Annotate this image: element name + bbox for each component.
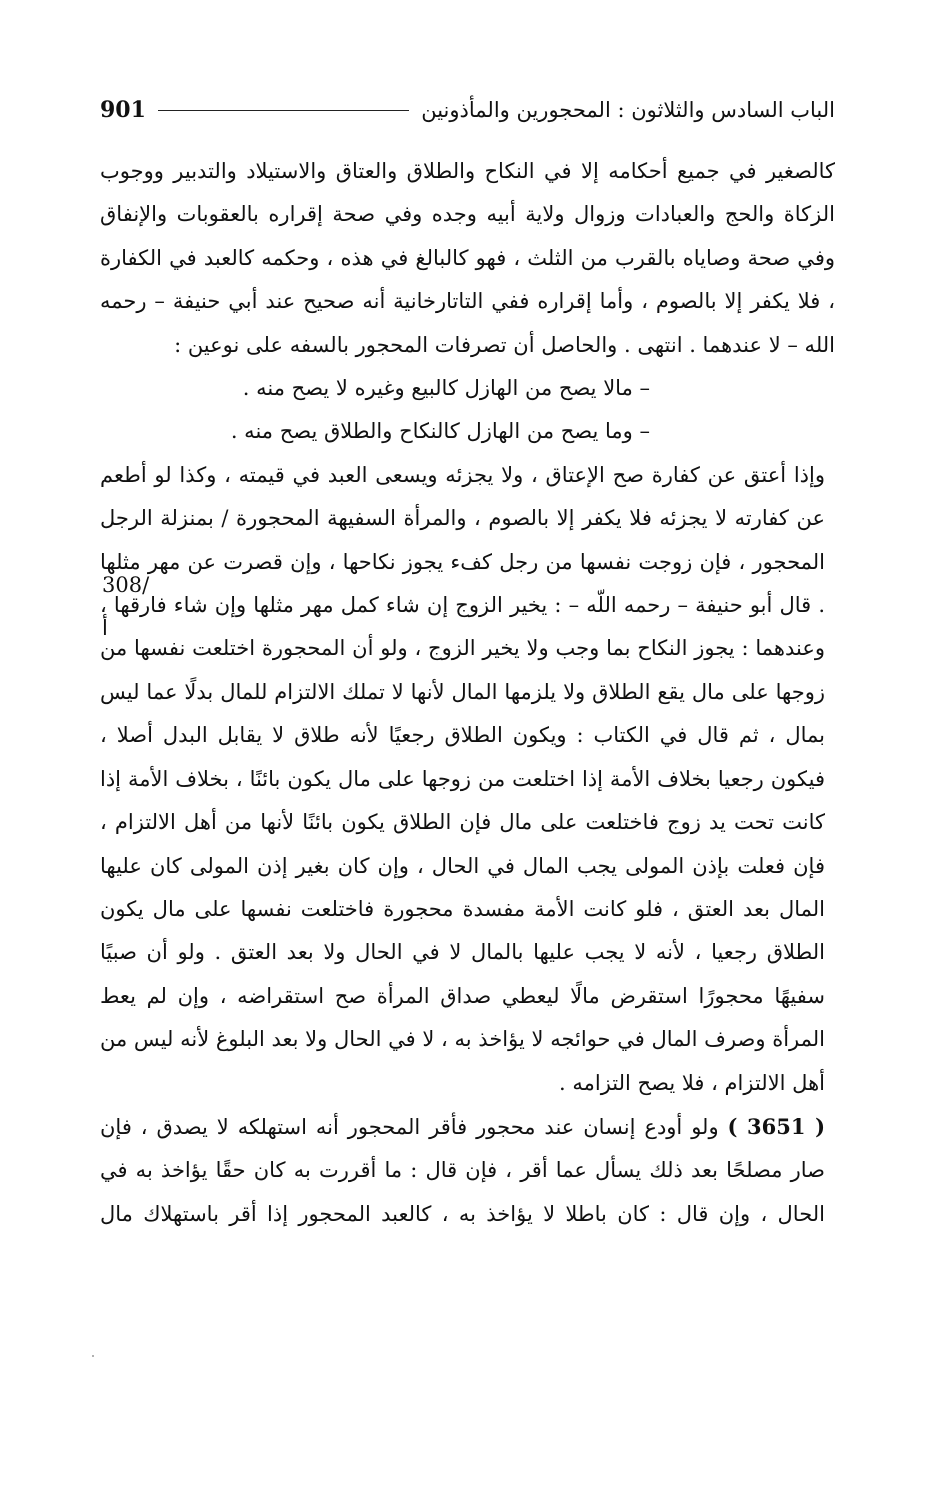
bullet-item-2: – وما يصح من الهازل كالنكاح والطلاق يصح منه . xyxy=(230,419,650,444)
scan-speck xyxy=(92,1355,94,1357)
header-rule xyxy=(158,110,409,111)
numbered-paragraph-text: ولو أودع إنسان عند محجور فأقر المحجور أنه استهلكه لا يصدق ، فإن صار مصلحًا بعد ذلك يسأل عما أقر ، فإن قال : ما أقررت به كان حقًا يؤاخذ به في الحال ، وإن قال : كان باطلا لا يؤاخذ به ، كالعبد المحجور إذا أقر باستهلاك مال xyxy=(100,1114,825,1226)
folio-margin-note: 308/أ xyxy=(102,573,150,640)
paragraph-1: كالصغير في جميع أحكامه إلا في النكاح والطلاق والعتاق والاستيلاد والتدبير ووجوب الزكاة والحج والعبادات وزوال ولاية أبيه وجده وفي صحة إقراره بالعقوبات والإنفاق وفي صحة وصاياه بالقرب من الثلث ، فهو كالبالغ في هذه ، وحكمه كالعبد في الكفارة ، فلا يكفر إلا بالصوم ، وأما إقراره ففي التاتارخانية أنه صحيح عند أبي حنيفة – رحمه الله – لا عندهما . انتهى . والحاصل أن تصرفات المحجور بالسفه على نوعين : xyxy=(100,159,835,357)
paragraph-2: وإذا أعتق عن كفارة صح الإعتاق ، ولا يجزئه ويسعى العبد في قيمته ، وكذا لو أطعم عن كفارته لا يجزئه فلا يكفر إلا بالصوم ، والمرأة السفيهة المحجورة / بمنزلة الرجل المحجور ، فإن زوجت نفسها من رجل كفء يجوز نكاحها ، وإن قصرت عن مهر مثلها . قال أبو حنيفة – رحمه اللّه – : يخير الزوج إن شاء كمل مهر مثلها وإن شاء فارقها ، وعندهما : يجوز النكاح بما وجب ولا يخير الزوج ، ولو أن المحجورة اختلعت نفسها من زوجها على مال يقع الطلاق ولا يلزمها المال لأنها لا تملك الالتزام للمال بدلًا عما ليس بمال ، ثم قال في الكتاب : ويكون الطلاق رجعيًا لأنه طلاق لا يقابل البدل أصلا ، فيكون رجعيا بخلاف الأمة إذا اختلعت من زوجها على مال يكون بائنًا ، بخلاف الأمة إذا كانت تحت يد زوج فاختلعت على مال فإن الطلاق يكون بائنًا لأنها من أهل الالتزام ، فإن فعلت بإذن المولى يجب المال في الحال ، وإن كان بغير إذن المولى كان عليها المال بعد العتق ، فلو كانت الأمة مفسدة محجورة فاختلعت نفسها على مال يكون الطلاق رجعيا ، لأنه لا يجب عليها بالمال لا في الحال ولا بعد العتق . ولو أن صبيًا سفيهًا محجورًا استقرض مالًا ليعطي صداق المرأة صح استقراضه ، وإن لم يعط المرأة وصرف المال في حوائجه لا يؤاخذ به ، لا في الحال ولا بعد البلوغ لأنه ليس من أهل الالتزام ، فلا يصح التزامه . xyxy=(100,462,825,1095)
numbered-paragraph xyxy=(100,1105,835,1236)
chapter-title: الباب السادس والثلاثون : المحجورين والمأذونين xyxy=(421,98,835,122)
bullet-item-1: – مالا يصح من الهازل كالبيع وغيره لا يصح منه . xyxy=(242,376,650,401)
main-text xyxy=(100,150,835,1236)
running-header xyxy=(100,88,835,132)
paragraph-number: ( 3651 ) xyxy=(727,1113,826,1139)
page-number: 901 xyxy=(100,97,146,123)
